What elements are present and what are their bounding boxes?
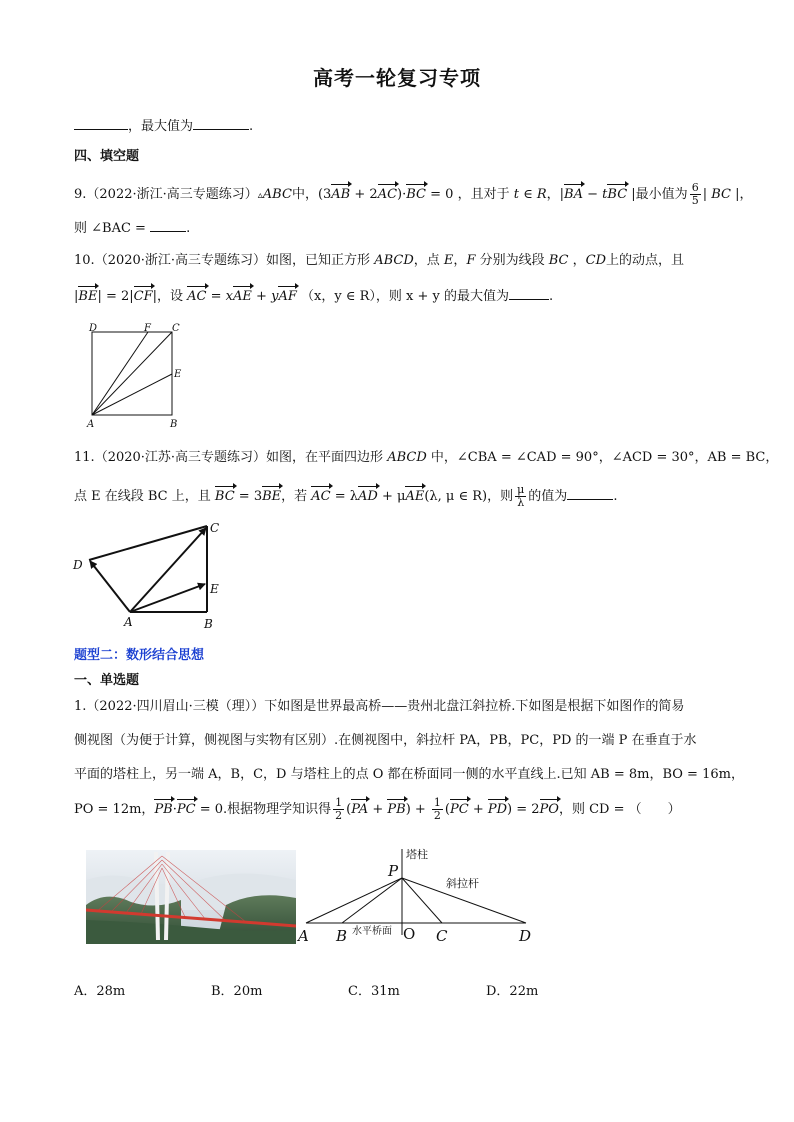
label-F: F [144, 323, 151, 334]
answer-blank [74, 115, 128, 130]
question-type-heading: 题型二：数形结合思想 [74, 648, 205, 663]
q10-text-b: ，点 [413, 253, 440, 268]
choice-d[interactable]: D．22m [486, 984, 539, 999]
q11-frac-den: λ [517, 496, 525, 509]
label-D: D [73, 558, 83, 572]
q10-text-c: 分别为线段 [479, 253, 545, 268]
cable-PB [342, 878, 402, 923]
segment-AF [92, 332, 148, 415]
answer-blank [150, 217, 186, 232]
label-B: B [170, 419, 178, 428]
q9-fraction [690, 182, 701, 207]
top-line-text: ，最大值为 [128, 119, 194, 134]
q9-cond2: ， [546, 187, 560, 202]
q10-text-a: 如图，已知正方形 [266, 253, 371, 268]
label-B: B [204, 617, 213, 630]
q1-line4-c: ，则 CD = （ ） [558, 802, 681, 817]
q10-source: （2020·浙江·高三专题练习） [94, 253, 267, 268]
answer-blank [509, 285, 549, 300]
q11-source: （2020·江苏·高三专题练习） [94, 450, 267, 465]
point-O: O [403, 925, 416, 943]
section-heading-fill-in: 四、填空题 [74, 149, 140, 164]
choice-b[interactable]: B．20m [211, 984, 263, 999]
label-E: E [174, 369, 182, 380]
vector-AC [130, 528, 206, 612]
choice-a[interactable]: A．28m [74, 984, 126, 999]
q11-line2-c: (λ, μ ∈ R)，则 [424, 489, 514, 504]
q10-square-figure [84, 322, 188, 428]
cable-PA [306, 878, 402, 923]
q1-line4-a: PO = 12m， [74, 802, 155, 817]
bridge-side-view-diagram [296, 845, 546, 945]
question-10-line-2: |BE| = 2|CF|，设 AC = xAE + yAF （x，y ∈ R），则 x + y 的最大值为 . [74, 285, 553, 307]
q9-text: 中， [291, 187, 318, 202]
segment-AC [92, 332, 172, 415]
segment-AE [92, 374, 172, 415]
question-1-line-2: 侧视图（为便于计算，侧视图与实物有区别）.在侧视图中，斜拉杆 PA，PB，PC，PD 的一端 P 在垂直于水 [74, 733, 697, 748]
point-C: C [436, 927, 448, 945]
label-C: C [172, 323, 180, 334]
q9-cond: = 0 ，且对于 [430, 187, 510, 202]
q11-number: 11. [74, 450, 95, 465]
q11-line2-a: 点 E 在线段 BC 上，且 [74, 489, 211, 504]
label-D: D [89, 323, 98, 334]
q1-line4-b: = 0.根据物理学知识得 [199, 802, 332, 817]
answer-blank [193, 115, 249, 130]
question-9-line-1: 9.（2022·浙江·高三专题练习）▵ABC中，(3AB + 2AC)·BC = 0 ，且对于 t ∈ R，|BA − tBC |最小值为 $\frac{6}{5}$ | BC |， [74, 181, 753, 207]
q9-line2: 则 ∠BAC = [74, 221, 151, 236]
q10-line2-b: （x，y ∈ R），则 x + y 的最大值为 [301, 289, 509, 304]
q11-text-a: 如图，在平面四边形 [266, 450, 384, 465]
label-A: A [87, 419, 95, 428]
q9-min-text: 最小值为 [635, 187, 688, 202]
point-A: A [298, 927, 309, 945]
q9-source: （2022·浙江·高三专题练习） [86, 187, 258, 202]
section-heading-single-choice: 一、单选题 [74, 673, 140, 688]
question-1-line-1: 1.（2022·四川眉山·三模（理））下如图是世界最高桥——贵州北盘江斜拉桥.下如图是根据下如图作的简易 [74, 699, 685, 714]
q10-number: 10. [74, 253, 95, 268]
label-A: A [124, 615, 133, 629]
question-1-line-3: 平面的塔柱上，另一端 A，B，C，D 与塔柱上的点 O 都在桥面同一侧的水平直线上.已知 AB = 8m，BO = 16m， [74, 767, 744, 782]
question-1-line-4: PO = 12m，PB·PC = 0.根据物理学知识得 $\frac{1}{2}$ (PA + PB) + $\frac{1}{2}$ (PC + PD) = 2PO，则 CD = （ ） [74, 796, 681, 822]
q10-text-d: 上的动点，且 [606, 253, 685, 268]
segment-DC [89, 526, 207, 560]
cable-label: 斜拉杆 [446, 877, 479, 890]
top-line: ，最大值为 . [74, 115, 253, 137]
vector-AD [90, 561, 130, 612]
choice-c[interactable]: C．31m [348, 984, 400, 999]
bridge-photo [86, 850, 296, 944]
tower-label: 塔柱 [406, 848, 428, 861]
answer-blank [567, 485, 613, 500]
q10-line2-a: ，设 [157, 289, 184, 304]
question-11-line-2: 点 E 在线段 BC 上，且 BC = 3BE，若 AC = λAD + μAE(λ, μ ∈ R)，则 $\frac{\mu}{\lambda}$ 的值为 . [74, 483, 618, 509]
page-title: 高考一轮复习专项 [313, 66, 481, 90]
q9-number: 9. [74, 187, 87, 202]
q9-frac-den: 5 [691, 194, 699, 207]
q11-fraction [515, 484, 526, 509]
deck-label: 水平桥面 [352, 926, 392, 937]
question-10-line-1: 10.（2020·浙江·高三专题练习）如图，已知正方形 ABCD，点 E，F 分别为线段 BC ，CD上的动点，且 [74, 253, 685, 268]
label-C: C [210, 521, 220, 535]
label-E: E [210, 582, 219, 596]
point-B: B [336, 927, 348, 945]
point-D: D [519, 927, 532, 945]
q11-line2-d: 的值为 [528, 489, 568, 504]
q11-text-b: 中，∠CBA = ∠CAD = 90°，∠ACD = 30°，AB = BC， [430, 450, 779, 465]
q11-line2-b: ，若 [281, 489, 308, 504]
question-11-line-1: 11.（2020·江苏·高三专题练习）如图，在平面四边形 ABCD 中，∠CBA = ∠CAD = 90°，∠ACD = 30°，AB = BC， [74, 450, 779, 465]
vector-AE [130, 584, 205, 612]
q9-frac-num: 6 [691, 181, 699, 194]
q11-quadrilateral-figure [70, 518, 230, 630]
point-P: P [388, 862, 399, 880]
q11-frac-num: μ [517, 483, 525, 496]
question-9-line-2: 则 ∠BAC = . [74, 217, 190, 239]
